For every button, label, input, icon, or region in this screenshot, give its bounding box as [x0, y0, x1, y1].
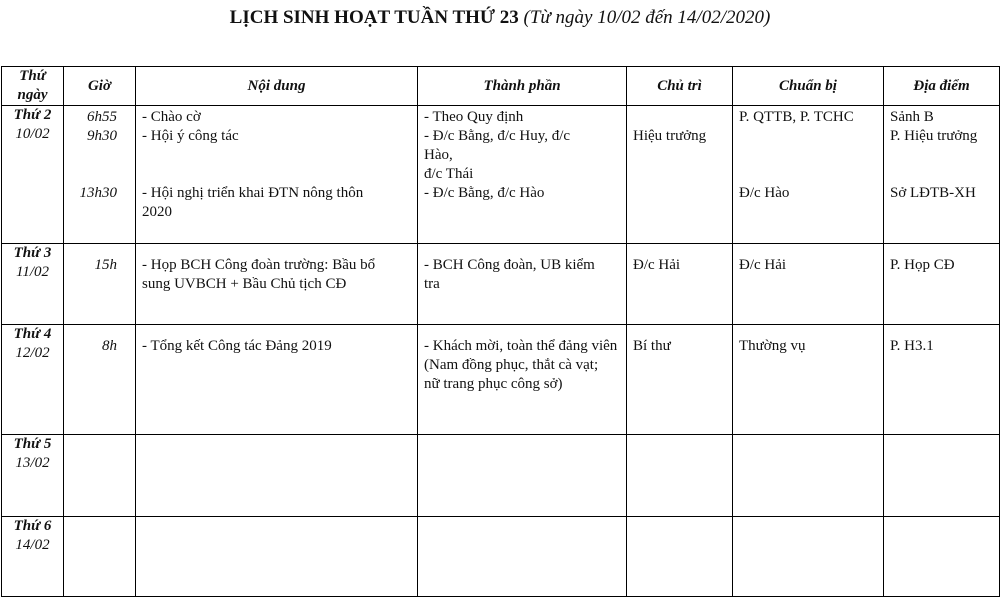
participants-line: đ/c Thái [424, 166, 474, 182]
title-main: LỊCH SINH HOẠT TUẦN THỨ 23 [229, 7, 519, 28]
day-date: 14/02 [15, 537, 50, 553]
location-line: P. Hiệu trưởng [890, 128, 978, 144]
participants-line: (Nam đồng phục, thắt cà vạt; [424, 357, 599, 373]
day-cell [2, 106, 64, 244]
time-cell [64, 325, 136, 435]
prep-line: P. QTTB, P. TCHC [739, 109, 854, 125]
header-time: Giờ [64, 67, 136, 106]
table-row [2, 106, 1000, 244]
header-row [2, 67, 1000, 106]
chair-cell [627, 106, 733, 244]
table-row [2, 435, 1000, 517]
participants-cell [418, 517, 627, 597]
content-cell [136, 106, 418, 244]
location-cell [884, 244, 1000, 325]
header-day-line1: Thứ [19, 68, 46, 84]
participants-cell [418, 106, 627, 244]
participants-line: - Đ/c Bằng, đ/c Hào [424, 185, 545, 201]
content-line: - Họp BCH Công đoàn trường: Bầu bổ [142, 257, 376, 273]
content-cell [136, 517, 418, 597]
prep-line: Đ/c Hải [739, 257, 787, 273]
participants-line: - Theo Quy định [424, 109, 524, 125]
content-line: sung UVBCH + Bầu Chủ tịch CĐ [142, 276, 347, 292]
location-line: P. H3.1 [890, 338, 934, 354]
prep-cell [733, 435, 884, 517]
content-line: - Hội nghị triển khai ĐTN nông thôn [142, 185, 364, 201]
location-line: P. Họp CĐ [890, 257, 955, 273]
chair-value: Hiệu trưởng [633, 128, 707, 144]
chair-value: Bí thư [633, 338, 671, 354]
day-cell [2, 244, 64, 325]
participants-line: tra [424, 276, 440, 292]
participants-line: nữ trang phục công sở) [424, 376, 563, 392]
content-cell [136, 244, 418, 325]
participants-cell [418, 435, 627, 517]
header-content: Nội dung [136, 67, 418, 106]
content-cell [136, 435, 418, 517]
header-day [2, 67, 64, 106]
header-day-line2: ngày [17, 87, 48, 103]
header-prep: Chuẩn bị [733, 67, 884, 106]
location-cell [884, 325, 1000, 435]
time-cell [64, 244, 136, 325]
prep-line: Thường vụ [739, 338, 806, 354]
chair-cell [627, 244, 733, 325]
location-line: Sảnh B [890, 109, 934, 125]
content-line: - Hội ý công tác [142, 128, 239, 144]
chair-cell [627, 435, 733, 517]
chair-value: Đ/c Hải [633, 257, 681, 273]
day-name: Thứ 6 [13, 518, 52, 534]
participants-line: - Khách mời, toàn thể đảng viên [424, 338, 618, 354]
content-cell [136, 325, 418, 435]
day-date: 13/02 [15, 455, 50, 471]
content-line: - Chào cờ [142, 109, 201, 125]
time-cell [64, 517, 136, 597]
location-cell [884, 106, 1000, 244]
table-row [2, 244, 1000, 325]
time-value: 15h [94, 257, 117, 273]
participants-line: - BCH Công đoàn, UB kiểm [424, 257, 595, 273]
time-value: 6h55 [87, 109, 117, 125]
day-name: Thứ 3 [13, 245, 52, 261]
time-value: 13h30 [79, 185, 117, 201]
day-cell [2, 435, 64, 517]
header-participants: Thành phần [418, 67, 627, 106]
participants-cell [418, 325, 627, 435]
prep-cell [733, 106, 884, 244]
prep-cell [733, 325, 884, 435]
header-chair: Chủ trì [627, 67, 733, 106]
prep-line: Đ/c Hào [739, 185, 790, 201]
time-value: 9h30 [87, 128, 117, 144]
day-date: 10/02 [15, 126, 50, 142]
day-name: Thứ 2 [13, 107, 52, 123]
location-cell [884, 517, 1000, 597]
chair-cell [627, 517, 733, 597]
participants-cell [418, 244, 627, 325]
time-cell [64, 106, 136, 244]
table-row [2, 325, 1000, 435]
time-value: 8h [102, 338, 117, 354]
schedule-table [1, 66, 1000, 597]
page-title [0, 6, 1000, 30]
participants-line: Hào, [424, 147, 453, 163]
location-cell [884, 435, 1000, 517]
header-location: Địa điểm [884, 67, 1000, 106]
table-row [2, 517, 1000, 597]
content-line: - Tổng kết Công tác Đảng 2019 [142, 338, 332, 354]
participants-line: - Đ/c Bằng, đ/c Huy, đ/c [424, 128, 571, 144]
prep-cell [733, 244, 884, 325]
location-line: Sở LĐTB-XH [890, 185, 976, 201]
chair-cell [627, 325, 733, 435]
prep-cell [733, 517, 884, 597]
day-name: Thứ 5 [13, 436, 52, 452]
day-cell [2, 325, 64, 435]
day-cell [2, 517, 64, 597]
time-cell [64, 435, 136, 517]
day-date: 12/02 [15, 345, 50, 361]
title-subtitle: (Từ ngày 10/02 đến 14/02/2020) [523, 7, 771, 28]
day-name: Thứ 4 [13, 326, 52, 342]
day-date: 11/02 [15, 264, 50, 280]
content-line: 2020 [142, 204, 172, 220]
